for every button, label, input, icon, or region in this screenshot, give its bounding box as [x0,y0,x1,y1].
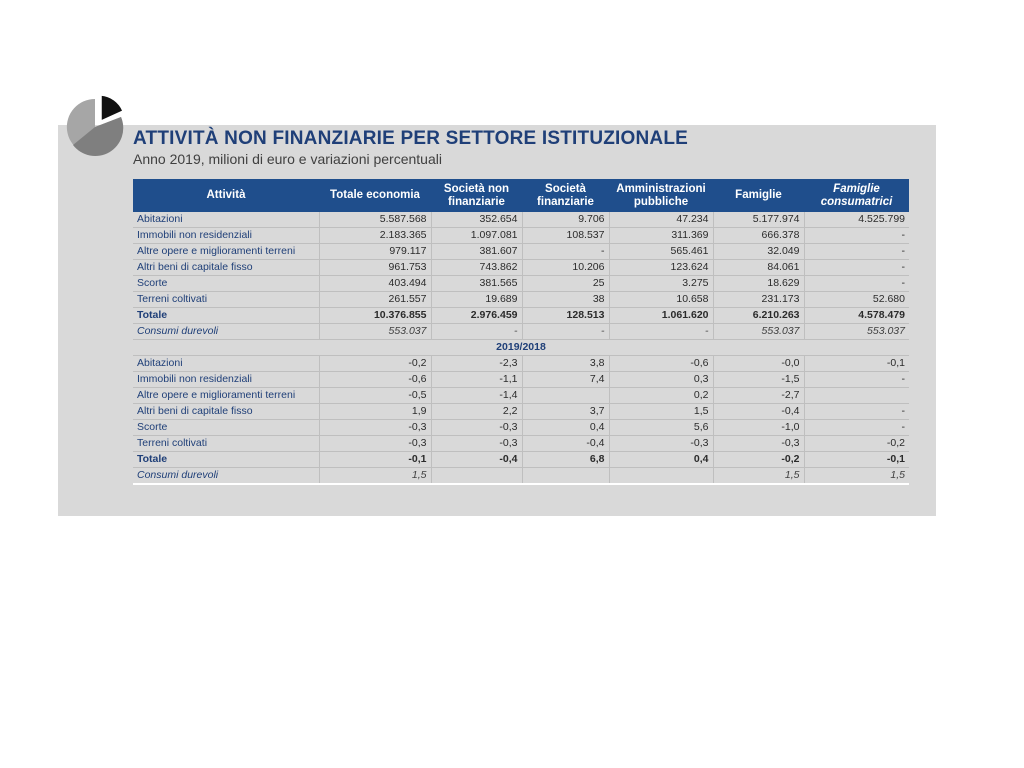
table-cell: 3,8 [522,356,609,372]
table-cell: 1.097.081 [431,228,522,244]
table-cell [609,468,713,485]
table-row [133,452,909,468]
table-cell: 2.183.365 [319,228,431,244]
table-cell: 1,9 [319,404,431,420]
table-cell: - [804,276,909,292]
table-cell [804,388,909,404]
table-row [133,212,909,228]
row-label: Consumi durevoli [133,324,319,340]
table-cell: 0,3 [609,372,713,388]
table-cell: 3,7 [522,404,609,420]
table-cell: 32.049 [713,244,804,260]
table-cell: -0,3 [713,436,804,452]
table-cell: -0,2 [804,436,909,452]
table-cell: - [522,244,609,260]
table-row [133,324,909,340]
table-cell: -0,4 [522,436,609,452]
table-cell: 108.537 [522,228,609,244]
table-cell [522,468,609,485]
table-cell: -0,5 [319,388,431,404]
table-cell: 0,4 [522,420,609,436]
table-cell: -0,3 [609,436,713,452]
table-cell: 2.976.459 [431,308,522,324]
table-cell [431,468,522,485]
column-header: Famiglie consumatrici [804,179,909,212]
table-cell: - [522,324,609,340]
table-cell: 5,6 [609,420,713,436]
column-header: Famiglie [713,179,804,212]
row-label: Immobili non residenziali [133,228,319,244]
table-row [133,420,909,436]
column-header: Società non finanziarie [431,179,522,212]
table-cell: 2,2 [431,404,522,420]
data-table [133,179,909,485]
table-cell: 5.587.568 [319,212,431,228]
table-cell: 123.624 [609,260,713,276]
column-header: Amministrazioni pubbliche [609,179,713,212]
table-cell: - [804,372,909,388]
table-cell: 6,8 [522,452,609,468]
table-cell: -0,2 [713,452,804,468]
table-cell: -1,4 [431,388,522,404]
table-cell: 10.206 [522,260,609,276]
table-cell: 666.378 [713,228,804,244]
table-body [133,212,909,484]
row-label: Terreni coltivati [133,292,319,308]
table-cell: 565.461 [609,244,713,260]
table-cell: 3.275 [609,276,713,292]
table-cell: 5.177.974 [713,212,804,228]
table-cell [522,388,609,404]
table-cell: 9.706 [522,212,609,228]
table-cell: 0,4 [609,452,713,468]
table-cell: 743.862 [431,260,522,276]
row-label: Abitazioni [133,356,319,372]
table-cell: -0,4 [713,404,804,420]
table-cell: 7,4 [522,372,609,388]
table-cell: - [431,324,522,340]
table-cell: -0,1 [319,452,431,468]
row-label: Abitazioni [133,212,319,228]
table-cell: 10.376.855 [319,308,431,324]
table-cell: 4.525.799 [804,212,909,228]
row-label: Altri beni di capitale fisso [133,260,319,276]
table-cell: - [804,244,909,260]
table-cell: -1,1 [431,372,522,388]
table-header-row [133,179,909,212]
pie-chart-icon [63,93,127,157]
row-label: Consumi durevoli [133,468,319,485]
table-cell: 1,5 [319,468,431,485]
table-row [133,276,909,292]
table-cell: 47.234 [609,212,713,228]
table-cell: - [804,404,909,420]
row-label: Altre opere e miglioramenti terreni [133,244,319,260]
table-row [133,388,909,404]
row-label: Scorte [133,420,319,436]
table-cell: -0,1 [804,452,909,468]
table-row [133,244,909,260]
table-cell: 18.629 [713,276,804,292]
table-row [133,308,909,324]
table-cell: 1,5 [609,404,713,420]
table-cell: 1.061.620 [609,308,713,324]
table-cell: 261.557 [319,292,431,308]
table-row [133,260,909,276]
table-cell: -0,0 [713,356,804,372]
table-cell: -0,3 [431,436,522,452]
table-cell: -2,3 [431,356,522,372]
row-label: Altri beni di capitale fisso [133,404,319,420]
section-separator-row [133,340,909,356]
row-label: Scorte [133,276,319,292]
table-cell: -0,3 [319,436,431,452]
column-header: Totale economia [319,179,431,212]
table-row [133,228,909,244]
table-row [133,292,909,308]
table-cell: - [804,260,909,276]
table-row [133,436,909,452]
table-cell: 52.680 [804,292,909,308]
column-header: Società finanziarie [522,179,609,212]
table-row [133,404,909,420]
table-cell: 381.565 [431,276,522,292]
table-cell: 231.173 [713,292,804,308]
column-header: Attività [133,179,319,212]
table-cell: 19.689 [431,292,522,308]
table-cell: 84.061 [713,260,804,276]
row-label: Totale [133,308,319,324]
table-cell: -2,7 [713,388,804,404]
row-label: Terreni coltivati [133,436,319,452]
row-label: Altre opere e miglioramenti terreni [133,388,319,404]
table-row [133,468,909,485]
table-cell: - [804,228,909,244]
table-cell: 979.117 [319,244,431,260]
table-cell: -0,4 [431,452,522,468]
table-row [133,356,909,372]
table-cell: 403.494 [319,276,431,292]
table-cell: - [609,324,713,340]
table-cell: 128.513 [522,308,609,324]
table-cell: 553.037 [804,324,909,340]
table-cell: -1,5 [713,372,804,388]
table-cell: 6.210.263 [713,308,804,324]
row-label: Immobili non residenziali [133,372,319,388]
table-cell: 1,5 [713,468,804,485]
table-cell: 352.654 [431,212,522,228]
table-cell: - [804,420,909,436]
table-row [133,372,909,388]
row-label: Totale [133,452,319,468]
table-cell: 4.578.479 [804,308,909,324]
table-cell: 381.607 [431,244,522,260]
table-cell: -0,3 [319,420,431,436]
table-cell: 311.369 [609,228,713,244]
table-cell: 553.037 [319,324,431,340]
table-cell: -0,6 [319,372,431,388]
table-cell: 961.753 [319,260,431,276]
section-separator: 2019/2018 [133,340,909,356]
table-cell: 38 [522,292,609,308]
table-cell: -0,3 [431,420,522,436]
table-cell: 25 [522,276,609,292]
page-subtitle: Anno 2019, milioni di euro e variazioni percentuali [133,151,442,167]
table-cell: 553.037 [713,324,804,340]
table-cell: -0,2 [319,356,431,372]
table-cell: -0,6 [609,356,713,372]
table-cell: -0,1 [804,356,909,372]
table-cell: 1,5 [804,468,909,485]
table-cell: 10.658 [609,292,713,308]
table-cell: 0,2 [609,388,713,404]
table-cell: -1,0 [713,420,804,436]
page-title: ATTIVITÀ NON FINANZIARIE PER SETTORE ISTITUZIONALE [133,128,689,149]
